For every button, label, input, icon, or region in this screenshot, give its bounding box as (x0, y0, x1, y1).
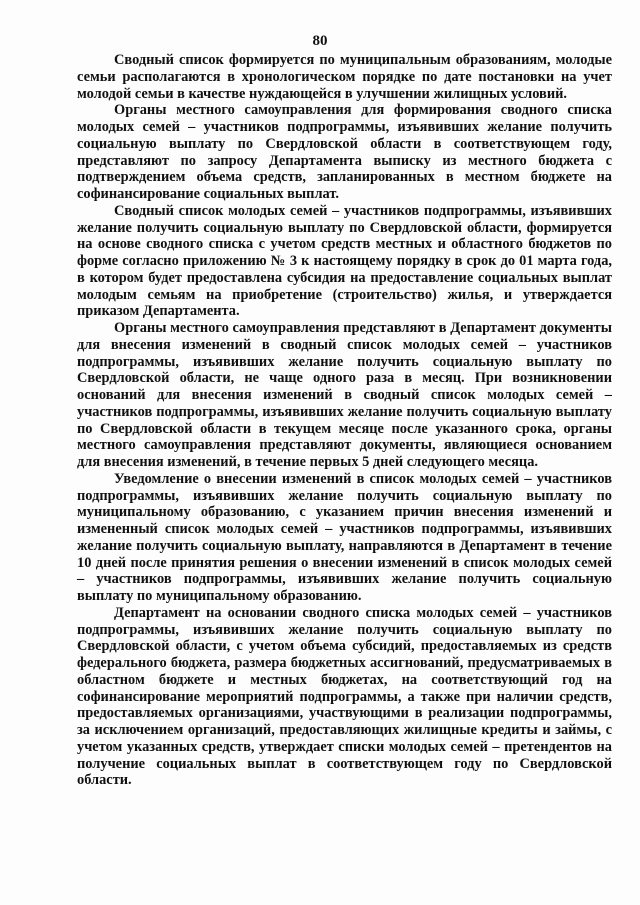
paragraph-1: Сводный список формируется по муниципальным образованиям, молодые семьи располагаются в хронологическом порядке по дате постановки на учет молодой семьи в качестве нуждающейся в улучшении жилищных условий. (77, 52, 612, 102)
paragraph-2: Органы местного самоуправления для формирования сводного списка молодых семей – участников подпрограммы, изъявивших желание получить социальную выплату по Свердловской области в соответствующем году, представляют по запросу Департамента выписку из местного бюджета с подтверждением объема средств, запланированных в местном бюджете на софинансирование социальных выплат. (77, 102, 612, 202)
paragraph-6: Департамент на основании сводного списка молодых семей – участников подпрограммы, изъявивших желание получить социальную выплату по Свердловской области, с учетом объема субсидий, предоставляемых из средств федерального бюджета, размера бюджетных ассигнований, предусматриваемых в областном бюджете и местных бюджетах, на соответствующий год на софинансирование мероприятий подпрограммы, а также при наличии средств, предоставляемых организациями, участвующими в реализации подпрограммы, за исключением организаций, предоставляющих жилищные кредиты и займы, с учетом указанных средств, утверждает списки молодых семей – претендентов на получение социальных выплат в соответствующем году по Свердловской области. (77, 604, 612, 789)
paragraph-5: Уведомление о внесении изменений в список молодых семей – участников подпрограммы, изъявивших желание получить социальную выплату по муниципальному образованию, с указанием причин внесения изменений и измененный список молодых семей – участников подпрограммы, изъявивших желание получить социальную выплату, направляются в Департамент в течение 10 дней после принятия решения о внесении изменений в список молодых семей – участников подпрограммы, изъявивших желание получить социальную выплату по муниципальному образованию. (77, 470, 612, 604)
paragraph-3: Сводный список молодых семей – участников подпрограммы, изъявивших желание получить социальную выплату по Свердловской области, формируется на основе сводного списка с учетом средств местных и областного бюджетов по форме согласно приложению № 3 к настоящему порядку в срок до 01 марта года, в котором будет предоставлена субсидия на предоставление социальных выплат молодым семьям на приобретение (строительство) жилья, и утверждается приказом Департамента. (77, 202, 612, 320)
page-number: 80 (312, 33, 328, 49)
document-body (77, 52, 612, 789)
paragraph-4: Органы местного самоуправления представляют в Департамент документы для внесения изменений в сводный список молодых семей – участников подпрограммы, изъявивших желание получить социальную выплату по Свердловской области, не чаще одного раза в месяц. При возникновении оснований для внесения изменений в сводный список молодых семей – участников подпрограммы, изъявивших желание получить социальную выплату по Свердловской области в текущем месяце после указанного срока, органы местного самоуправления представляют документы, являющиеся основанием для внесения изменений, в течение первых 5 дней следующего месяца. (77, 320, 612, 470)
